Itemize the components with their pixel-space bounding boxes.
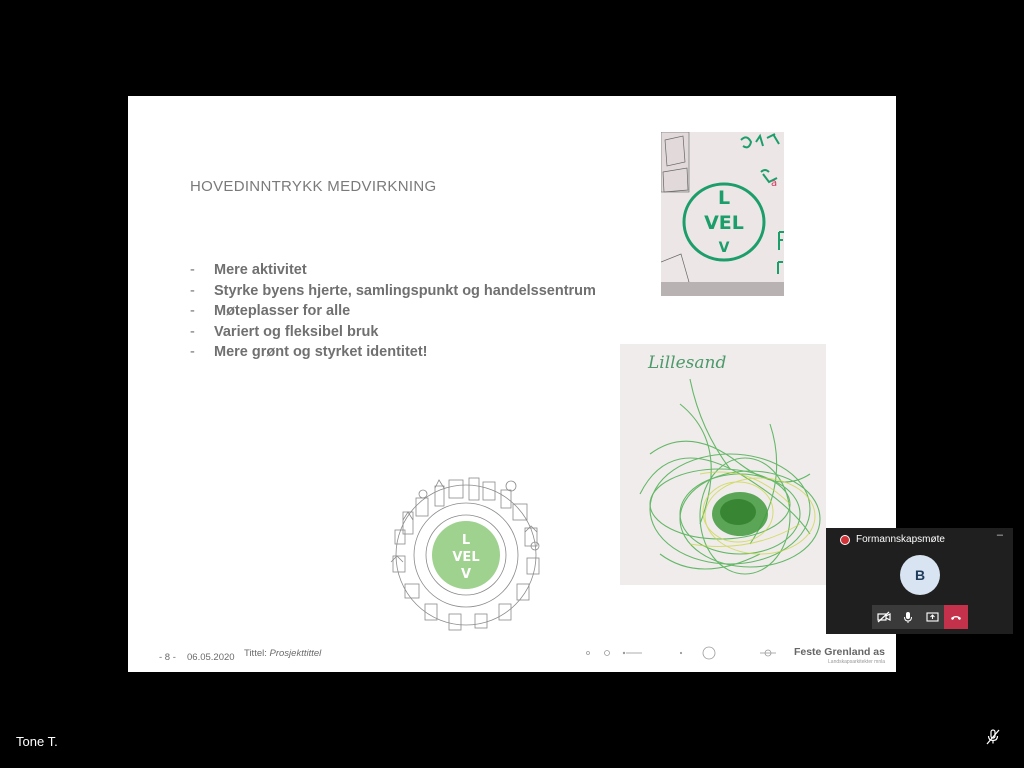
logo-letter-v: V: [460, 567, 472, 582]
avatar: B: [900, 555, 940, 595]
lvel-letters-vel: VEL: [704, 212, 744, 234]
microphone-icon: [903, 611, 913, 624]
microphone-muted-icon: [984, 728, 1002, 746]
share-screen-icon: [926, 612, 939, 623]
logo-letters-vel: VEL: [452, 550, 480, 565]
share-screen-button[interactable]: [920, 605, 944, 629]
slide-footer: [128, 644, 896, 672]
hang-up-button[interactable]: [944, 605, 968, 629]
page-number: - 8 -: [159, 652, 176, 663]
hang-up-icon: [950, 614, 962, 621]
brand-logo: Feste Grenland as Landskapsarkitekter mnla: [793, 646, 885, 665]
video-toggle-button[interactable]: [872, 605, 896, 629]
lvel-letter-v: V: [718, 240, 730, 256]
lvel-letter-l: L: [717, 187, 731, 209]
lillesand-handwriting: Lillesand: [648, 353, 727, 373]
minimize-button[interactable]: –: [996, 529, 1003, 541]
presentation-slide: [128, 96, 896, 672]
slide-tittel: Tittel: Prosjekttittel: [244, 648, 322, 659]
bullet-list: [190, 260, 596, 363]
microphone-button[interactable]: [896, 605, 920, 629]
list-item: - Variert og fleksibel bruk: [190, 323, 379, 340]
list-item: - Møteplasser for alle: [190, 303, 351, 320]
logo-letter-l: L: [461, 533, 471, 548]
meeting-mini-window[interactable]: [826, 528, 1013, 634]
slide-date: 06.05.2020: [187, 652, 235, 663]
video-off-icon: [877, 611, 891, 623]
meeting-header: [840, 534, 945, 545]
drawing-photo-lvel: [661, 132, 784, 296]
meeting-title: Formannskapsmøte: [856, 534, 945, 545]
footer-decoration: [580, 644, 780, 664]
drawing-photo-lillesand: [620, 344, 826, 585]
list-item: - Styrke byens hjerte, samlingspunkt og handelssentrum: [190, 282, 596, 299]
list-item: - Mere grønt og styrket identitet!: [190, 344, 428, 361]
svg-text:a: a: [771, 178, 778, 189]
slide-title: HOVEDINNTRYKK MEDVIRKNING: [190, 178, 437, 195]
recording-icon: [840, 535, 850, 545]
participant-name: Tone T.: [16, 734, 58, 749]
lvel-logo: [383, 472, 549, 638]
meeting-controls: [872, 605, 968, 629]
list-item: - Mere aktivitet: [190, 262, 307, 278]
